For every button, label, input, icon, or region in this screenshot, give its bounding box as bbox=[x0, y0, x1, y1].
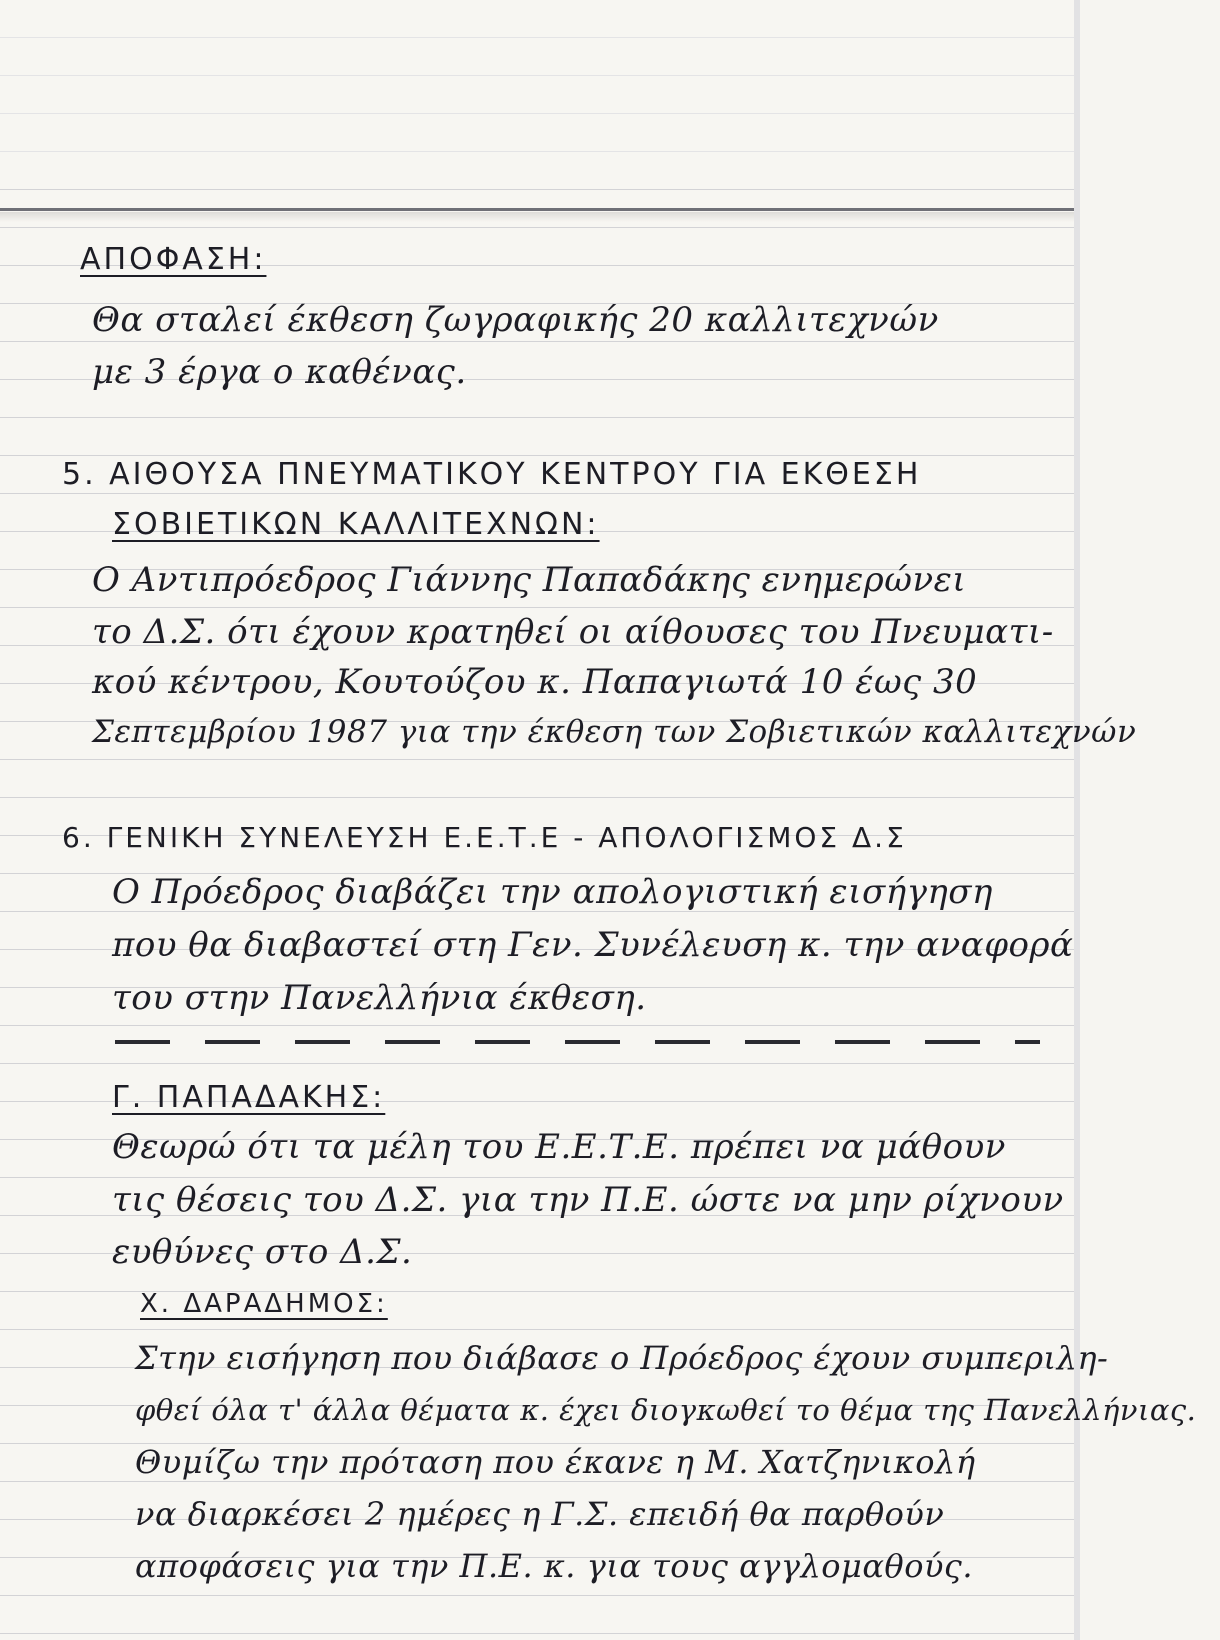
item5-line-2: το Δ.Σ. ότι έχουν κρατηθεί οι αίθουσες του Πνευματι- bbox=[92, 612, 1054, 652]
item6-line-3: του στην Πανελλήνια έκθεση. bbox=[112, 978, 647, 1018]
item6-line-2: που θα διαβαστεί στη Γεν. Συνέλευση κ. την αναφορά bbox=[112, 925, 1074, 965]
item5-line-3: κού κέντρου, Κουτούζου κ. Παπαγιωτά 10 έως 30 bbox=[92, 662, 978, 702]
daradimos-heading: Χ. ΔΑΡΑΔΗΜΟΣ: bbox=[140, 1289, 388, 1319]
dashed-separator bbox=[115, 1040, 1040, 1044]
decision-line-1: Θα σταλεί έκθεση ζωγραφικής 20 καλλιτεχνών bbox=[92, 300, 939, 340]
item5-heading-line-1: 5. ΑΙΘΟΥΣΑ ΠΝΕΥΜΑΤΙΚΟΥ ΚΕΝΤΡΟΥ ΓΙΑ ΕΚΘΕΣΗ bbox=[62, 457, 922, 492]
item5-heading-line-2: ΣΟΒΙΕΤΙΚΩΝ ΚΑΛΛΙΤΕΧΝΩΝ: bbox=[112, 507, 600, 542]
item6-heading: 6. ΓΕΝΙΚΗ ΣΥΝΕΛΕΥΣΗ Ε.Ε.Τ.Ε - ΑΠΟΛΟΓΙΣΜΟΣ Δ.Σ bbox=[62, 821, 907, 854]
papadakis-line-1: Θεωρώ ότι τα μέλη του Ε.Ε.Τ.Ε. πρέπει να μάθουν bbox=[112, 1127, 1006, 1167]
papadakis-heading: Γ. ΠΑΠΑΔΑΚΗΣ: bbox=[112, 1080, 386, 1115]
daradimos-line-2: φθεί όλα τ' άλλα θέματα κ. έχει διογκωθεί το θέμα της Πανελλήνιας. bbox=[135, 1393, 1197, 1427]
item5-line-4: Σεπτεμβρίου 1987 για την έκθεση των Σοβιετικών καλλιτεχνών bbox=[92, 714, 1137, 750]
item6-line-1: Ο Πρόεδρος διαβάζει την απολογιστική εισήγηση bbox=[112, 872, 993, 912]
papadakis-line-3: ευθύνες στο Δ.Σ. bbox=[112, 1232, 413, 1272]
daradimos-line-4: να διαρκέσει 2 ημέρες η Γ.Σ. επειδή θα παρθούν bbox=[135, 1495, 945, 1533]
decision-line-2: με 3 έργα ο καθένας. bbox=[92, 352, 467, 392]
papadakis-line-2: τις θέσεις του Δ.Σ. για την Π.Ε. ώστε να μην ρίχνουν bbox=[112, 1180, 1064, 1220]
item5-line-1: Ο Αντιπρόεδρος Γιάννης Παπαδάκης ενημερώνει bbox=[92, 560, 967, 600]
daradimos-line-5: αποφάσεις για την Π.Ε. κ. για τους αγγλομαθούς. bbox=[135, 1547, 973, 1585]
decision-heading: ΑΠΟΦΑΣΗ: bbox=[80, 242, 267, 277]
daradimos-line-1: Στην εισήγηση που διάβασε ο Πρόεδρος έχουν συμπεριλη- bbox=[135, 1339, 1109, 1377]
daradimos-line-3: Θυμίζω την πρόταση που έκανε η Μ. Χατζηνικολή bbox=[135, 1443, 976, 1481]
